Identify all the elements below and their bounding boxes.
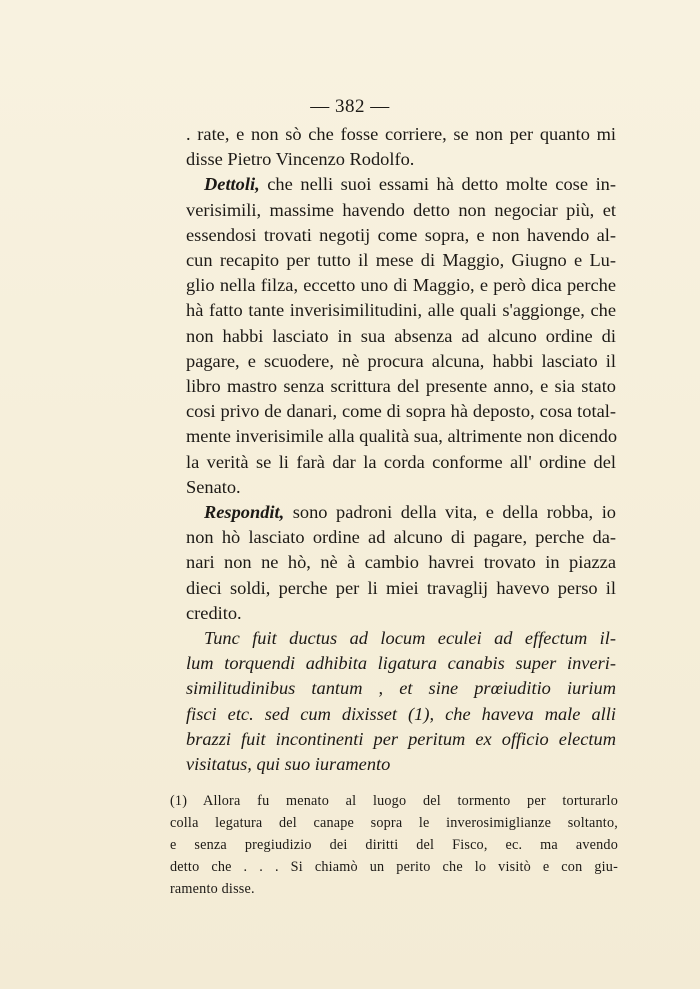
paragraph-dettoli <box>186 172 616 500</box>
speaker-label: Respondit, <box>204 502 285 523</box>
text-line: fisci etc. sed cum dixisset (1), che haveva male alli <box>186 703 616 724</box>
footnote-line: (1) Allora fu menato al luogo del tormento per torturarlo <box>170 793 618 809</box>
text-line-content: Tunc fuit ductus ad locum eculei ad effectum il- <box>204 628 616 649</box>
text-line: brazzi fuit incontinenti per peritum ex officio electum <box>186 728 616 749</box>
text-line: la verità se li farà dar la corda conforme all' ordine del <box>186 451 616 472</box>
page-number: — 382 — <box>310 96 390 117</box>
paragraph-opening <box>186 122 616 172</box>
text-line: libro mastro senza scrittura del presente anno, e sia stato <box>186 376 616 397</box>
text-line: nari non ne hò, nè à cambio havrei trovato in piazza <box>186 552 616 573</box>
text-line: pagare, e scuodere, nè procura alcuna, habbi lasciato il <box>186 350 616 371</box>
footnote-line: e senza pregiudizio dei diritti del Fisco, ec. ma avendo <box>170 837 618 853</box>
text-line: essendosi trovati negotij come sopra, e non havendo al- <box>186 224 616 245</box>
text-line: disse Pietro Vincenzo Rodolfo. <box>186 149 415 170</box>
text-line: credito. <box>186 602 242 623</box>
footnote <box>170 790 618 900</box>
text-line: verisimili, massime havendo detto non negociar più, et <box>186 199 616 220</box>
text-line-content: che nelli suoi essami hà detto molte cose in- <box>259 174 616 195</box>
text-line: lum torquendi adhibita ligatura canabis super inveri- <box>186 653 616 674</box>
text-line: non hò lasciato ordine ad alcuno di pagare, perche da- <box>186 527 616 548</box>
text-line: glio nella filza, eccetto uno di Maggio, e però dica perche <box>186 275 616 296</box>
text-line: cosi privo de danari, come di sopra hà deposto, cosa total- <box>186 401 616 422</box>
text-line: . rate, e non sò che fosse corriere, se non per quanto mi <box>186 124 616 144</box>
text-line <box>186 626 616 651</box>
paragraph-tunc <box>186 626 616 777</box>
text-line-content: sono padroni della vita, e della robba, io <box>284 502 616 523</box>
text-line: similitudinibus tantum , et sine prœiuditio iurium <box>186 678 616 699</box>
text-line: mente inverisimile alla qualità sua, altrimente non dicendo <box>186 426 618 447</box>
footnote-line: detto che . . . Si chiamò un perito che lo visitò e con giu- <box>170 859 618 875</box>
text-line: non habbi lasciato in sua absenza ad alcuno ordine di <box>186 325 616 346</box>
speaker-label: Dettoli, <box>204 174 260 195</box>
text-line: dieci soldi, perche per li miei travaglij havevo perso il <box>186 577 616 598</box>
main-text <box>186 122 616 777</box>
text-line <box>186 500 616 525</box>
text-line <box>186 172 616 197</box>
footnote-line: colla legatura del canape sopra le inverosimiglianze soltanto, <box>170 815 618 831</box>
footnote-line: ramento disse. <box>170 881 255 897</box>
text-line: visitatus, qui suo iuramento <box>186 754 391 775</box>
text-line: Senato. <box>186 476 241 497</box>
text-line: hà fatto tante inverisimilitudini, alle quali s'aggionge, che <box>186 300 616 321</box>
text-line: cun recapito per tutto il mese di Maggio, Giugno e Lu- <box>186 250 616 271</box>
paragraph-respondit <box>186 500 616 626</box>
